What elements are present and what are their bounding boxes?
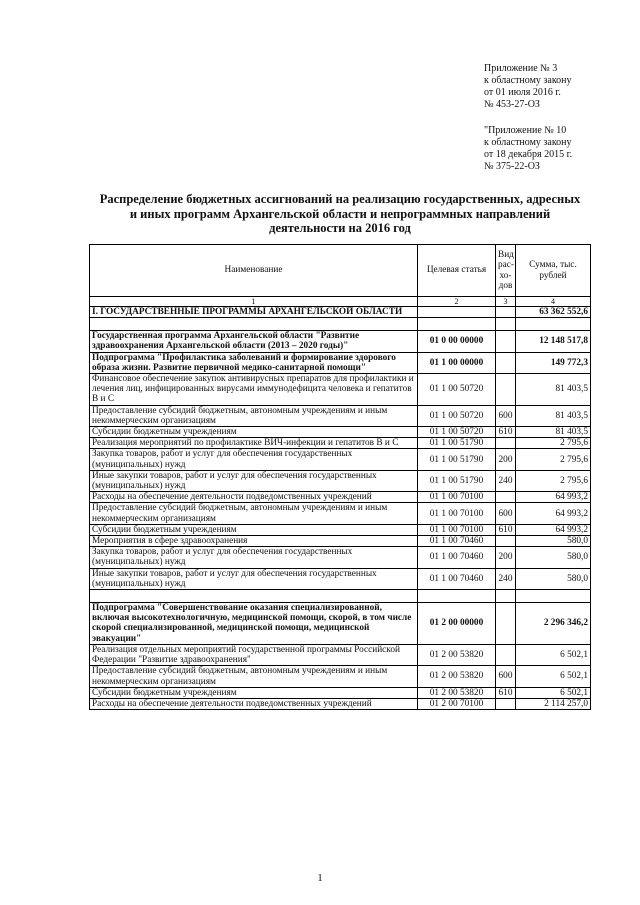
cell-code xyxy=(418,318,496,331)
cell-sum: 2 795,6 xyxy=(516,438,591,449)
cell-code: 01 1 00 51790 xyxy=(418,449,496,470)
table-row xyxy=(90,687,591,698)
cell-code: 01 2 00 53820 xyxy=(418,666,496,687)
cell-type xyxy=(496,438,516,449)
cell-name: Иные закупки товаров, работ и услуг для обеспечения государственных (муниципальных) нужд xyxy=(90,568,418,589)
cell-sum: 64 993,2 xyxy=(516,492,591,503)
cell-name: Подпрограмма "Совершенствование оказания специализированной, включая высокотехнологичную, медицинской помощи, скорой, в том числе скорой специализированной, медицинской помощи, медицинской эвакуации" xyxy=(90,603,418,645)
table-row xyxy=(90,331,591,352)
cell-code: 01 2 00 00000 xyxy=(418,603,496,645)
table-row xyxy=(90,374,591,406)
document-title xyxy=(80,192,600,236)
cell-type xyxy=(496,698,516,709)
budget-table xyxy=(89,244,591,710)
cell-code: 01 1 00 70100 xyxy=(418,492,496,503)
cell-type xyxy=(496,307,516,318)
appendix-note-1 xyxy=(484,63,572,111)
table-row xyxy=(90,603,591,645)
cell-type: 610 xyxy=(496,524,516,535)
table-row xyxy=(90,492,591,503)
table-row xyxy=(90,449,591,470)
table-row xyxy=(90,568,591,589)
table-row xyxy=(90,405,591,426)
header-type: Вид рас-хо-дов xyxy=(496,245,516,297)
cell-code: 01 1 00 70100 xyxy=(418,524,496,535)
appendix-line: "Приложение № 10 xyxy=(484,125,567,136)
cell-type xyxy=(496,644,516,665)
cell-name: Мероприятия в сфере здравоохранения xyxy=(90,536,418,547)
cell-name: Финансовое обеспечение закупок антивирусных препаратов для профилактики и лечения лиц, инфицированных вирусами иммунодефицита человека и гепатитов В и С xyxy=(90,374,418,406)
header-sum: Сумма, тыс. рублей xyxy=(516,245,591,297)
page-number: 1 xyxy=(317,872,323,884)
table-row xyxy=(90,590,591,603)
cell-code: 01 2 00 70100 xyxy=(418,698,496,709)
cell-type: 200 xyxy=(496,547,516,568)
cell-type xyxy=(496,318,516,331)
cell-sum: 2 795,6 xyxy=(516,470,591,491)
appendix-line: к областному закону xyxy=(484,75,572,86)
column-number: 3 xyxy=(496,297,516,307)
table-row xyxy=(90,698,591,709)
cell-name: Иные закупки товаров, работ и услуг для обеспечения государственных (муниципальных) нужд xyxy=(90,470,418,491)
cell-name: Расходы на обеспечение деятельности подведомственных учреждений xyxy=(90,698,418,709)
cell-type: 240 xyxy=(496,568,516,589)
cell-sum: 81 403,5 xyxy=(516,427,591,438)
appendix-note-2 xyxy=(484,125,572,173)
cell-code xyxy=(418,590,496,603)
appendix-line: Приложение № 3 xyxy=(484,63,558,74)
table-row xyxy=(90,307,591,318)
cell-type: 610 xyxy=(496,687,516,698)
cell-type xyxy=(496,603,516,645)
cell-type: 600 xyxy=(496,503,516,524)
cell-code: 01 1 00 70460 xyxy=(418,547,496,568)
cell-name: Предоставление субсидий бюджетным, автономным учреждениям и иным некоммерческим организациям xyxy=(90,666,418,687)
cell-sum: 580,0 xyxy=(516,568,591,589)
cell-type: 240 xyxy=(496,470,516,491)
cell-type xyxy=(496,374,516,406)
cell-type: 600 xyxy=(496,405,516,426)
cell-code: 01 1 00 50720 xyxy=(418,374,496,406)
cell-sum: 64 993,2 xyxy=(516,503,591,524)
cell-type xyxy=(496,492,516,503)
cell-name: Предоставление субсидий бюджетным, автономным учреждениям и иным некоммерческим организациям xyxy=(90,405,418,426)
cell-type xyxy=(496,352,516,373)
cell-sum: 580,0 xyxy=(516,536,591,547)
cell-sum: 64 993,2 xyxy=(516,524,591,535)
cell-name xyxy=(90,590,418,603)
cell-sum: 6 502,1 xyxy=(516,687,591,698)
appendix-line: к областному закону xyxy=(484,137,572,148)
title-line: Распределение бюджетных ассигнований на реализацию государственных, адресных xyxy=(99,192,581,206)
appendix-line: от 18 декабря 2015 г. xyxy=(484,149,573,160)
cell-code: 01 1 00 00000 xyxy=(418,352,496,373)
cell-sum: 149 772,3 xyxy=(516,352,591,373)
cell-code: 01 1 00 50720 xyxy=(418,405,496,426)
header-name: Наименование xyxy=(90,245,418,297)
cell-code: 01 0 00 00000 xyxy=(418,331,496,352)
cell-type: 200 xyxy=(496,449,516,470)
table-row xyxy=(90,503,591,524)
cell-name xyxy=(90,318,418,331)
cell-name: Расходы на обеспечение деятельности подведомственных учреждений xyxy=(90,492,418,503)
cell-name: Субсидии бюджетным учреждениям xyxy=(90,524,418,535)
cell-name: Подпрограмма "Профилактика заболеваний и формирование здорового образа жизни. Развитие первичной медико-санитарной помощи" xyxy=(90,352,418,373)
table-row xyxy=(90,644,591,665)
appendix-line: от 01 июля 2016 г. xyxy=(484,87,561,98)
table-row xyxy=(90,427,591,438)
table-row xyxy=(90,470,591,491)
cell-sum: 12 148 517,8 xyxy=(516,331,591,352)
column-number-row xyxy=(90,297,591,307)
cell-type: 600 xyxy=(496,666,516,687)
cell-sum: 6 502,1 xyxy=(516,644,591,665)
cell-code xyxy=(418,307,496,318)
cell-code: 01 1 00 51790 xyxy=(418,438,496,449)
cell-sum xyxy=(516,590,591,603)
cell-code: 01 1 00 70460 xyxy=(418,536,496,547)
cell-name: Субсидии бюджетным учреждениям xyxy=(90,687,418,698)
cell-sum: 2 296 346,2 xyxy=(516,603,591,645)
cell-sum: 2 114 257,0 xyxy=(516,698,591,709)
column-number: 2 xyxy=(418,297,496,307)
header-code: Целевая статья xyxy=(418,245,496,297)
cell-sum: 6 502,1 xyxy=(516,666,591,687)
cell-type xyxy=(496,536,516,547)
table-row xyxy=(90,438,591,449)
cell-sum: 2 795,6 xyxy=(516,449,591,470)
cell-code: 01 1 00 51790 xyxy=(418,470,496,491)
column-number: 4 xyxy=(516,297,591,307)
table-row xyxy=(90,524,591,535)
title-line: и иных программ Архангельской области и непрограммных направлений xyxy=(129,206,551,221)
cell-type xyxy=(496,590,516,603)
cell-code: 01 1 00 70100 xyxy=(418,503,496,524)
column-number: 1 xyxy=(90,297,418,307)
cell-sum: 580,0 xyxy=(516,547,591,568)
cell-sum: 81 403,5 xyxy=(516,405,591,426)
cell-name: Реализация мероприятий по профилактике ВИЧ-инфекции и гепатитов В и С xyxy=(90,438,418,449)
cell-name: Закупка товаров, работ и услуг для обеспечения государственных (муниципальных) нужд xyxy=(90,547,418,568)
cell-name: I. ГОСУДАРСТВЕННЫЕ ПРОГРАММЫ АРХАНГЕЛЬСКОЙ ОБЛАСТИ xyxy=(90,307,418,318)
title-line: деятельности на 2016 год xyxy=(269,221,411,235)
cell-name: Субсидии бюджетным учреждениям xyxy=(90,427,418,438)
cell-code: 01 2 00 53820 xyxy=(418,687,496,698)
appendix-line: № 453-27-ОЗ xyxy=(484,99,540,110)
table-row xyxy=(90,352,591,373)
cell-name: Предоставление субсидий бюджетным, автономным учреждениям и иным некоммерческим организациям xyxy=(90,503,418,524)
cell-type xyxy=(496,331,516,352)
cell-sum xyxy=(516,318,591,331)
cell-name: Реализация отдельных мероприятий государственной программы Российской Федерации "Развитие здравоохранения" xyxy=(90,644,418,665)
cell-sum: 81 403,5 xyxy=(516,374,591,406)
table-row xyxy=(90,666,591,687)
cell-sum: 63 362 552,6 xyxy=(516,307,591,318)
cell-name: Закупка товаров, работ и услуг для обеспечения государственных (муниципальных) нужд xyxy=(90,449,418,470)
cell-code: 01 1 00 70460 xyxy=(418,568,496,589)
table-row xyxy=(90,318,591,331)
cell-type: 610 xyxy=(496,427,516,438)
table-row xyxy=(90,547,591,568)
appendix-line: № 375-22-ОЗ xyxy=(484,161,540,172)
cell-name: Государственная программа Архангельской области "Развитие здравоохранения Архангельской области (2013 – 2020 годы)" xyxy=(90,331,418,352)
table-row xyxy=(90,536,591,547)
cell-code: 01 1 00 50720 xyxy=(418,427,496,438)
cell-code: 01 2 00 53820 xyxy=(418,644,496,665)
